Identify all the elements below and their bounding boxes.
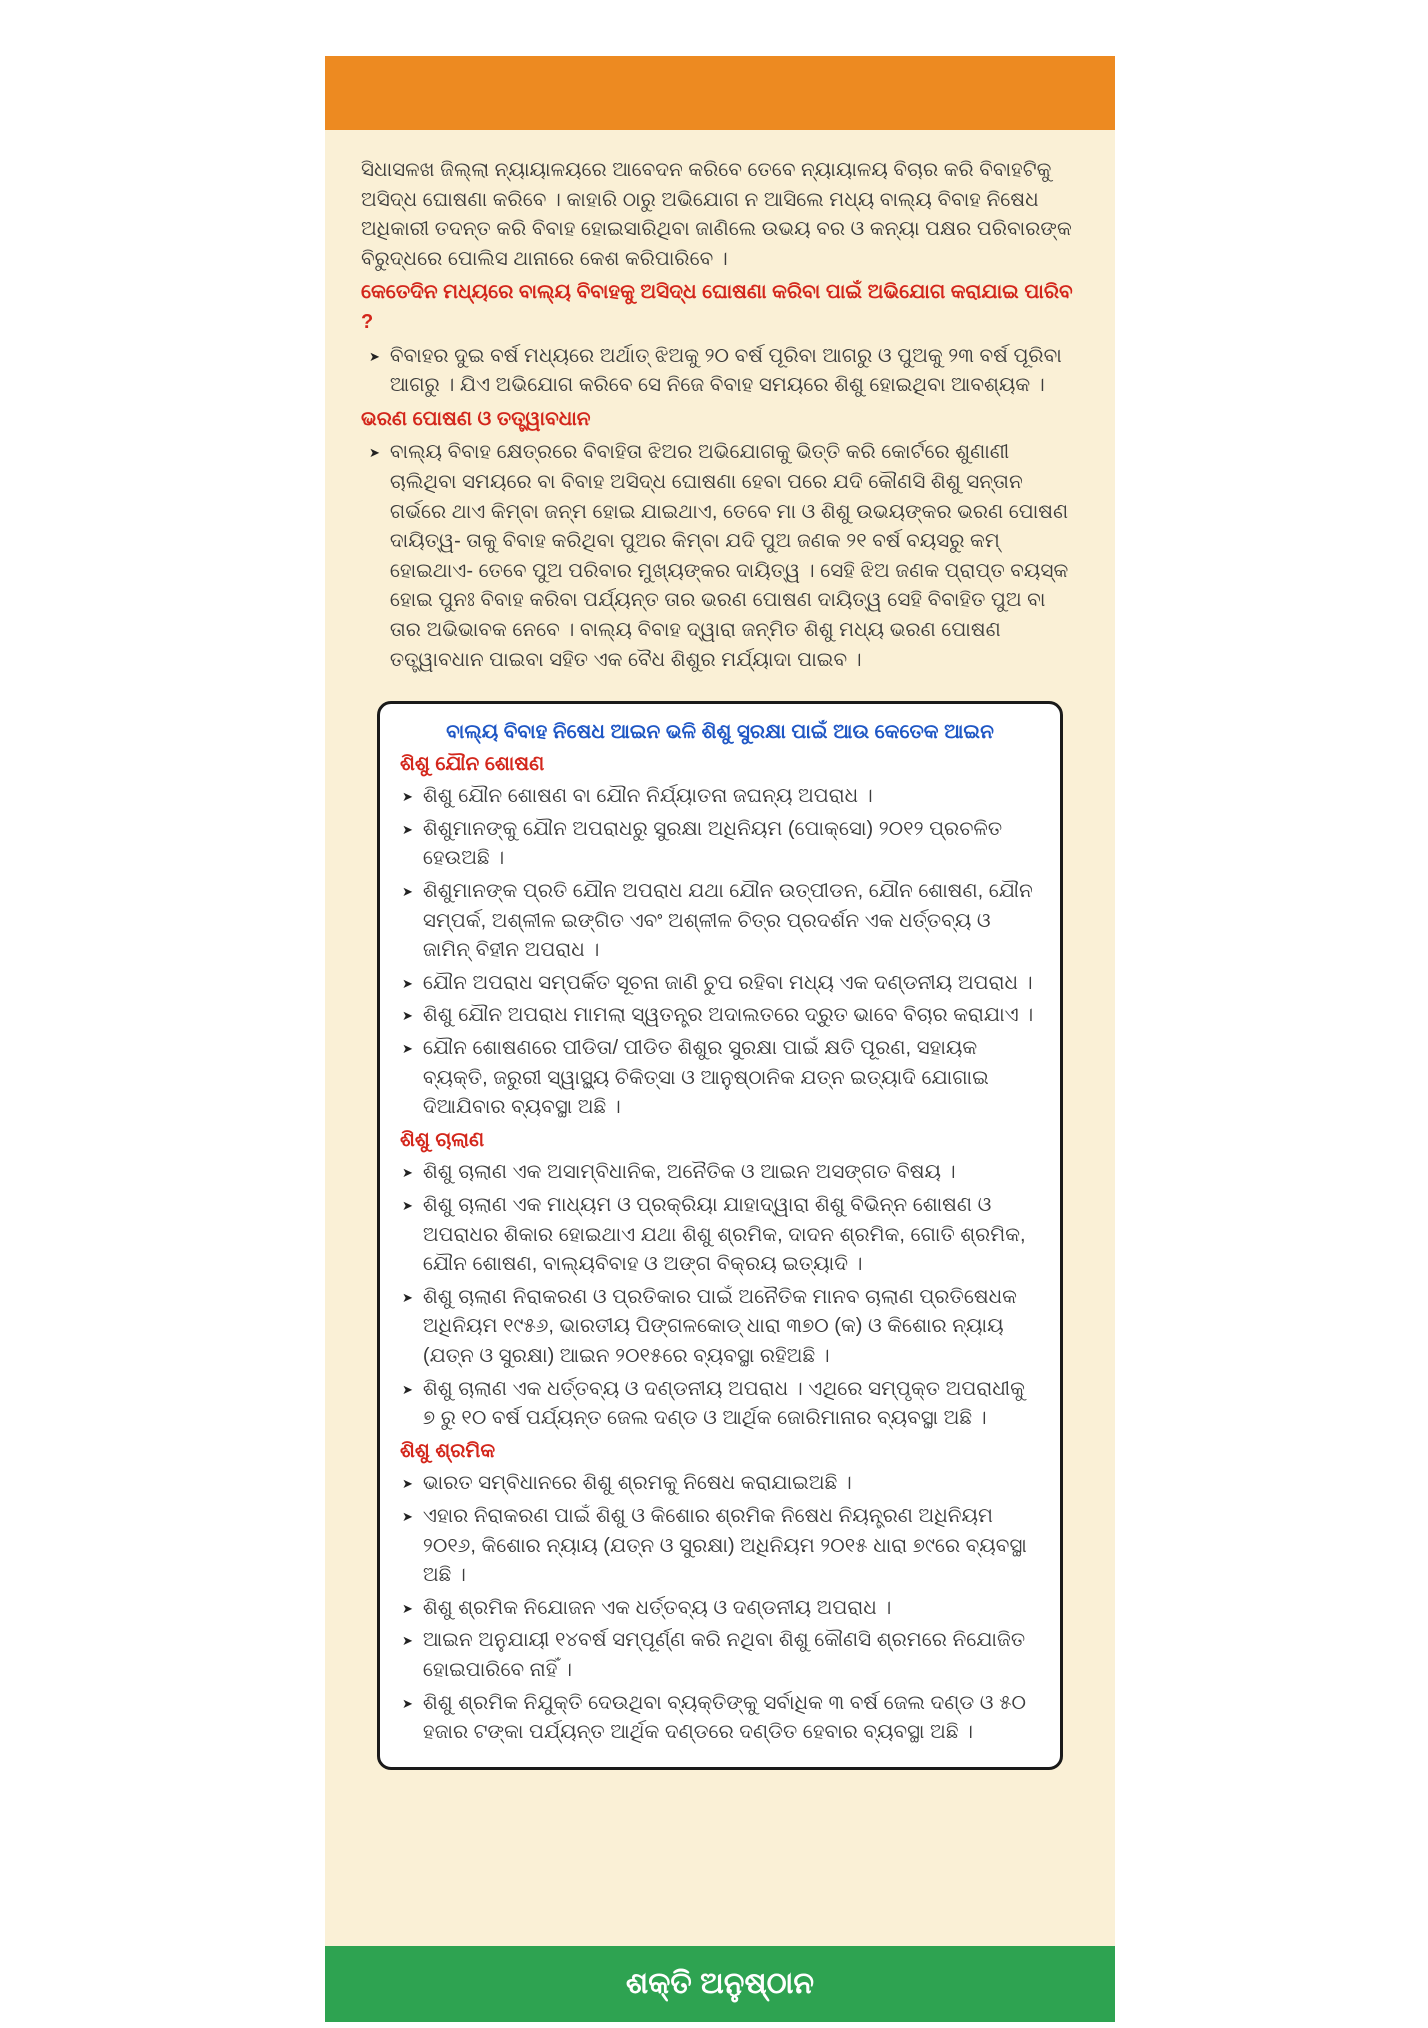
bullet-text: ଶିଶୁମାନଙ୍କ ପ୍ରତି ଯୌନ ଅପରାଧ ଯଥା ଯୌନ ଉତ୍ପୀଡନ, ଯୌନ ଶୋଷଣ, ଯୌନ ସମ୍ପର୍କ, ଅଶ୍ଳୀଳ ଇଙ୍ଗିତ ଏବଂ ଅଶ୍ଳୀଳ ଚିତ୍ର ପ୍ରଦର୍ଶନ ଏକ ଧର୍ତ୍ତବ୍ୟ ଓ ଜାମିନ୍ ବିହୀନ ଅପରାଧ । [422,880,1033,962]
bullet-text: ଶିଶୁ ଶ୍ରମିକ ନିଯୁକ୍ତି ଦେଉଥିବା ବ୍ୟକ୍ତିଙ୍କୁ ସର୍ବାଧିକ ୩ ବର୍ଷ ଜେଲ ଦଣ୍ଡ ଓ ୫୦ ହଜାର ଟଙ୍କା ପର୍ଯ୍ୟନ୍ତ ଆର୍ଥିକ ଦଣ୍ଡରେ ଦଣ୍ଡିତ ହେବାର ବ୍ୟବସ୍ଥା ଅଛି । [422,1691,1027,1744]
bullet-arrow-icon: ➤ [402,1289,413,1305]
bullet-arrow-icon: ➤ [402,821,413,837]
bullet-arrow-icon: ➤ [402,1476,413,1492]
bullet-text: ଶିଶୁମାନଙ୍କୁ ଯୌନ ଅପରାଧରୁ ସୁରକ୍ଷା ଅଧିନିୟମ (ପୋକ୍ସୋ) ୨୦୧୨ ପ୍ରଚଳିତ ହେଉଅଛି । [422,817,1003,870]
bullet-text: ଆଇନ ଅନୁଯାୟୀ ୧୪ବର୍ଷ ସମ୍ପୂର୍ଣ୍ଣ କରି ନଥିବା ଶିଶୁ କୌଣସି ଶ୍ରମରେ ନିଯୋଜିତ ହୋଇପାରିବେ ନାହିଁ । [422,1629,1026,1681]
bullet-arrow-icon: ➤ [402,1381,413,1397]
bullet-item [402,1689,1040,1748]
bullet-item [402,1375,1040,1434]
bullet-arrow-icon: ➤ [402,1695,413,1711]
bullet-arrow-icon: ➤ [402,1198,413,1213]
bullet-item [402,1469,1040,1499]
bullet-item [369,438,1079,675]
bullet-arrow-icon: ➤ [402,1041,413,1057]
pamphlet-page [325,56,1115,2022]
bullet-item [402,1191,1040,1280]
laws-box-title: ବାଲ୍ୟ ବିବାହ ନିଷେଧ ଆଇନ ଭଳି ଶିଶୁ ସୁରକ୍ଷା ପାଇଁ ଆଉ କେତେକ ଆଇନ [446,721,994,744]
bullet-text: ଶିଶୁ ଚାଲାଣ ଏକ ଅସାମ୍ବିଧାନିକ, ଅନୈତିକ ଓ ଆଇନ ଅସଙ୍ଗତ ବିଷୟ । [422,1161,956,1184]
law-section-heading-trafficking: ଶିଶୁ ଚାଲାଣ [400,1128,485,1151]
bullet-arrow-icon: ➤ [402,789,413,805]
bullet-item [402,1594,1040,1624]
other-laws-box [377,701,1063,1770]
bullet-arrow-icon: ➤ [402,1008,413,1024]
bullet-text: ଶିଶୁ ଯୌନ ଅପରାଧ ମାମଲା ସ୍ୱତନ୍ତ୍ର ଅଦାଲତରେ ଦ୍ରୁତ ଭାବେ ବିଚାର କରାଯାଏ । [422,1004,1034,1027]
bullet-text: ବିବାହର ଦୁଇ ବର୍ଷ ମଧ୍ୟରେ ଅର୍ଥାତ୍ ଝିଅକୁ ୨୦ ବର୍ଷ ପୂରିବା ଆଗରୁ ଓ ପୁଅକୁ ୨୩ ବର୍ଷ ପୂରିବା ଆଗରୁ । ଯିଏ ଅଭିଯୋଗ କରିବେ ସେ ନିଜେ ବିବାହ ସମୟରେ ଶିଶୁ ହୋଇଥିବା ଆବଶ୍ୟକ । [389,344,1062,397]
bullet-item [402,969,1040,999]
law-section-heading-sexual-exploitation: ଶିଶୁ ଯୌନ ଶୋଷଣ [400,752,545,775]
bullet-arrow-icon: ➤ [402,1165,413,1181]
bullet-text: ଶିଶୁ ଚାଲାଣ ଏକ ମାଧ୍ୟମ ଓ ପ୍ରକ୍ରିୟା ଯାହାଦ୍ୱାରା ଶିଶୁ ବିଭିନ୍ନ ଶୋଷଣ ଓ ଅପରାଧର ଶିକାର ହୋଇଥାଏ ଯଥା ଶିଶୁ ଶ୍ରମିକ, ଦାଦନ ଶ୍ରମିକ, ଗୋତି ଶ୍ରମିକ, ଯୌନ ଶୋଷଣ, ବାଲ୍ୟବିବାହ ଓ ଅଙ୍ଗ ବିକ୍ରୟ ଇତ୍ୟାଦି । [422,1194,1026,1276]
bullet-text: ଶିଶୁ ଚାଲାଣ ନିରାକରଣ ଓ ପ୍ରତିକାର ପାଇଁ ଅନୈତିକ ମାନବ ଚାଲାଣ ପ୍ରତିଷେଧକ ଅଧିନିୟମ ୧୯୫୬, ଭାରତୀୟ ପିଙ୍ଗଳକୋଡ୍ ଧାରା ୩୭୦ (କ) ଓ କିଶୋର ନ୍ୟାୟ (ଯତ୍ନ ଓ ସୁରକ୍ଷା) ଆଇନ ୨୦୧୫ରେ ବ୍ୟବସ୍ଥା ରହିଅଛି । [422,1285,1017,1367]
footer-green-band [325,1946,1115,2022]
bullet-text: ଏହାର ନିରାକରଣ ପାଇଁ ଶିଶୁ ଓ କିଶୋର ଶ୍ରମିକ ନିଷେଧ ନିୟନ୍ତ୍ରଣ ଅଧିନିୟମ ୨୦୧୬, କିଶୋର ନ୍ୟାୟ (ଯତ୍ନ ଓ ସୁରକ୍ଷା) ଅଧିନିୟମ ୨୦୧୫ ଧାରା ୭୯ରେ ବ୍ୟବସ୍ଥା ଅଛି । [422,1504,1027,1587]
bullet-item [402,877,1040,966]
section-heading-maintenance: ଭରଣ ପୋଷଣ ଓ ତତ୍ତ୍ୱାବଧାନ [361,407,591,430]
section-heading-complaint-window: କେତେଦିନ ମଧ୍ୟରେ ବାଲ୍ୟ ବିବାହକୁ ଅସିଦ୍ଧ ଘୋଷଣା କରିବା ପାଇଁ ଅଭିଯୋଗ କରାଯାଇ ପାରିବ ? [361,281,1073,333]
bullet-text: ଶିଶୁ ଯୌନ ଶୋଷଣ ବା ଯୌନ ନିର୍ଯ୍ୟାତନା ଜଘନ୍ୟ ଅପରାଧ । [422,785,873,808]
content-area [325,130,1115,1946]
bullet-text: ଭାରତ ସମ୍ବିଧାନରେ ଶିଶୁ ଶ୍ରମକୁ ନିଷେଧ କରାଯାଇଅଛି । [422,1472,852,1495]
header-orange-band [325,56,1115,130]
bullet-text: ଶିଶୁ ଚାଲାଣ ଏକ ଧର୍ତ୍ତବ୍ୟ ଓ ଦଣ୍ଡନୀୟ ଅପରାଧ । ଏଥିରେ ସମ୍ପୃକ୍ତ ଅପରାଧୀକୁ ୭ ରୁ ୧୦ ବର୍ଷ ପର୍ଯ୍ୟନ୍ତ ଜେଲ ଦଣ୍ଡ ଓ ଆର୍ଥିକ ଜୋରିମାନାର ବ୍ୟବସ୍ଥା ଅଛି । [422,1377,1025,1430]
bullet-item [402,815,1040,874]
bullet-item [402,782,1040,812]
bullet-arrow-icon: ➤ [369,445,380,461]
bullet-item [402,1283,1040,1372]
bullet-arrow-icon: ➤ [369,348,380,364]
bullet-arrow-icon: ➤ [402,975,413,991]
bullet-text: ଯୌନ ଶୋଷଣରେ ପୀଡିତା/ ପୀଡିତ ଶିଶୁର ସୁରକ୍ଷା ପାଇଁ କ୍ଷତି ପୂରଣ, ସହାୟକ ବ୍ୟକ୍ତି, ଜରୁରୀ ସ୍ୱାସ୍ଥ୍ୟ ଚିକିତ୍ସା ଓ ଆନୁଷ୍ଠାନିକ ଯତ୍ନ ଇତ୍ୟାଦି ଯୋଗାଇ ଦିଆଯିବାର ବ୍ୟବସ୍ଥା ଅଛି । [422,1037,989,1119]
bullet-item [369,342,1079,401]
bullet-text: ଯୌନ ଅପରାଧ ସମ୍ପର୍କିତ ସୂଚନା ଜାଣି ଚୁପ ରହିବା ମଧ୍ୟ ଏକ ଦଣ୍ଡନୀୟ ଅପରାଧ । [422,971,1033,994]
bullet-arrow-icon: ➤ [402,1600,413,1616]
bullet-text: ବାଲ୍ୟ ବିବାହ କ୍ଷେତ୍ରରେ ବିବାହିତା ଝିଅର ଅଭିଯୋଗକୁ ଭିତ୍ତି କରି କୋର୍ଟରେ ଶୁଣାଣୀ ଚାଲିଥିବା ସମୟରେ ବା ବିବାହ ଅସିଦ୍ଧ ଘୋଷଣା ହେବା ପରେ ଯଦି କୌଣସି ଶିଶୁ ସନ୍ତାନ ଗର୍ଭରେ ଥାଏ କିମ୍ବା ଜନ୍ମ ହୋଇ ଯାଇଥାଏ, ତେବେ ମା ଓ ଶିଶୁ ଉଭୟଙ୍କର ଭରଣ ପୋଷଣ ଦାୟିତ୍ୱ- ତାକୁ ବିବାହ କରିଥିବା ପୁଅର କିମ୍ବା ଯଦି ପୁଅ ଜଣକ ୨୧ ବର୍ଷ ବୟସରୁ କମ୍ ହୋଇଥାଏ- ତେବେ ପୁଅ ପରିବାର ମୁଖ୍ୟଙ୍କର ଦାୟିତ୍ୱ । ସେହି ଝିଅ ଜଣକ ପ୍ରାପ୍ତ ବୟସ୍କ ହୋଇ ପୁନଃ ବିବାହ କରିବା ପର୍ଯ୍ୟନ୍ତ ତାର ଭରଣ ପୋଷଣ ଦାୟିତ୍ୱ ସେହି ବିବାହିତ ପୁଅ ବା ତାର ଅଭିଭାବକ ନେବେ । ବାଲ୍ୟ ବିବାହ ଦ୍ୱାରା ଜନ୍ମିତ ଶିଶୁ ମଧ୍ୟ ଭରଣ ପୋଷଣ ତତ୍ତ୍ୱାବଧାନ ପାଇବା ସହିତ ଏକ ବୈଧ ଶିଶୁର ମର୍ଯ୍ୟାଦା ପାଇବ । [389,441,1069,671]
bullet-arrow-icon: ➤ [402,1633,413,1649]
bullet-arrow-icon: ➤ [402,884,413,900]
bullet-item [402,1034,1040,1123]
bullet-item [402,1158,1040,1188]
bullet-text: ଶିଶୁ ଶ୍ରମିକ ନିଯୋଜନ ଏକ ଧର୍ତ୍ତବ୍ୟ ଓ ଦଣ୍ଡନୀୟ ଅପରାଧ । [422,1596,892,1619]
law-section-heading-child-labour: ଶିଶୁ ଶ୍ରମିକ [400,1439,496,1462]
bullet-item [402,1626,1040,1685]
bullet-item [402,1502,1040,1591]
footer-organization-title: ଶକ୍ତି ଅନୁଷ୍ଠାନ [625,1967,815,2000]
bullet-arrow-icon: ➤ [402,1508,413,1524]
bullet-item [402,1001,1040,1031]
intro-paragraph: ସିଧାସଳଖ ଜିଲ୍ଲା ନ୍ୟାୟାଳୟରେ ଆବେଦନ କରିବେ ତେବେ ନ୍ୟାୟାଳୟ ବିଚାର କରି ବିବାହଟିକୁ ଅସିଦ୍ଧ ଘୋଷଣା କରିବେ । କାହାରି ଠାରୁ ଅଭିଯୋଗ ନ ଆସିଲେ ମଧ୍ୟ ବାଲ୍ୟ ବିବାହ ନିଷେଧ ଅଧିକାରୀ ତଦନ୍ତ କରି ବିବାହ ହୋଇସାରିଥିବା ଜାଣିଲେ ଉଭୟ ବର ଓ କନ୍ୟା ପକ୍ଷର ପରିବାରଙ୍କ ବିରୁଦ୍ଧରେ ପୋଲିସ ଥାନାରେ କେଶ କରିପାରିବେ । [361,159,1072,270]
